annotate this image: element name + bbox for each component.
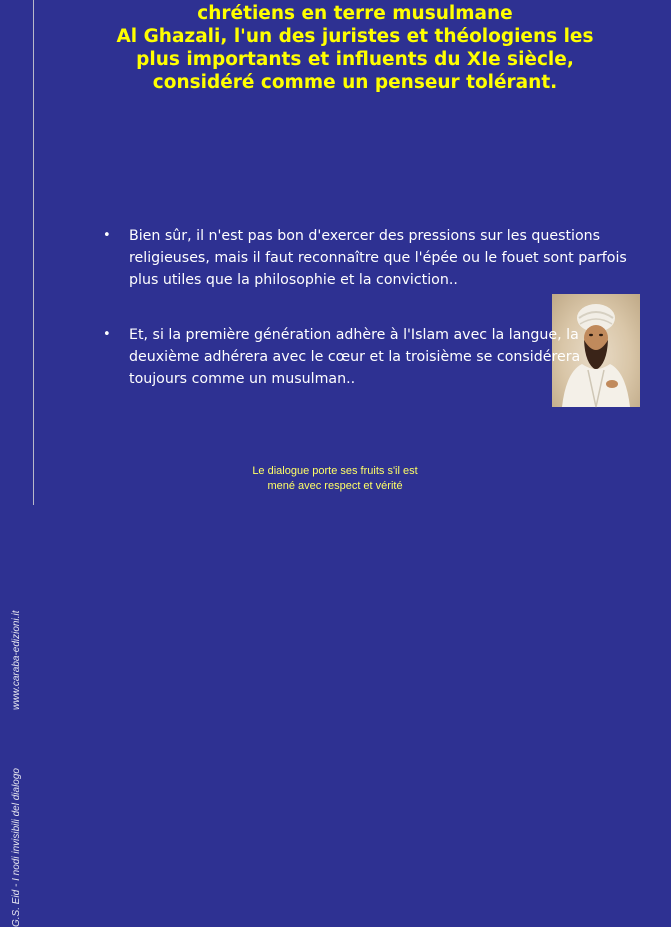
- sidebar-caption: [9, 467, 25, 927]
- slide-title: [40, 2, 670, 94]
- footer-line-1: Le dialogue porte ses fruits s'il est: [252, 465, 418, 477]
- sidebar: [0, 0, 33, 927]
- bullet-marker: •: [103, 228, 111, 243]
- bullet-item: [100, 324, 630, 390]
- sidebar-divider: [33, 0, 34, 505]
- sidebar-credit: G.S. Eid - I nodi invisibili del dialogo: [11, 768, 22, 927]
- footer-line-2: mené avec respect et vérité: [267, 480, 403, 492]
- bullet-marker: •: [103, 327, 111, 342]
- title-line-2: Al Ghazali, l'un des juristes et théologiens les: [116, 26, 594, 47]
- sidebar-website: www.caraba-edizioni.it: [11, 610, 22, 711]
- title-line-4: considéré comme un penseur tolérant.: [152, 72, 558, 93]
- title-line-3: plus importants et influents du XIe siècle,: [136, 49, 574, 70]
- bullet-text: Bien sûr, il n'est pas bon d'exercer des pressions sur les questions religieuses, mais il faut reconnaître que l'épée ou le fouet sont parfois plus utiles que la philosophie et la conviction..: [129, 228, 627, 288]
- title-line-1: chrétiens en terre musulmane: [197, 3, 513, 24]
- bullet-list: [100, 225, 630, 390]
- footer-caption: [205, 464, 465, 494]
- bullet-text: Et, si la première génération adhère à l'Islam avec la langue, la deuxième adhérera avec le cœur et la troisième se considérera toujours comme un musulman..: [129, 327, 581, 387]
- bullet-item: [100, 225, 630, 291]
